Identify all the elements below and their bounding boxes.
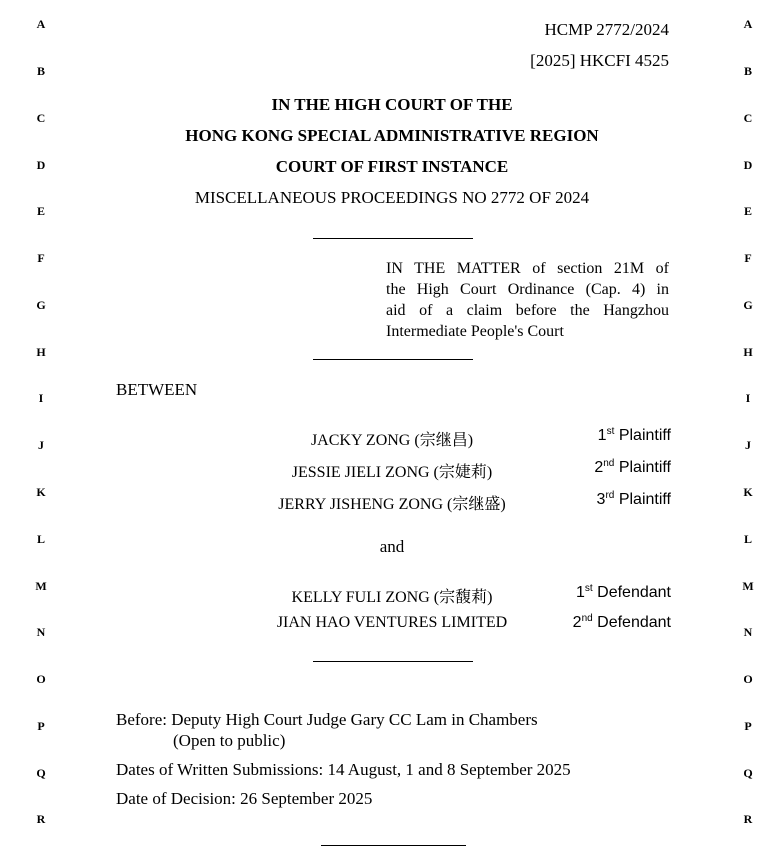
and-label: and <box>379 537 405 556</box>
margin-letter: M <box>742 579 754 593</box>
margin-letter: R <box>36 812 46 826</box>
divider-rule <box>313 661 473 662</box>
margin-letter: G <box>743 298 753 312</box>
neutral-citation: [2025] HKCFI 4525 <box>530 51 669 70</box>
plaintiff-1-name: JACKY ZONG (宗继昌) <box>310 432 474 449</box>
margin-letter: D <box>743 158 753 172</box>
court-header-line1: IN THE HIGH COURT OF THE <box>271 95 513 114</box>
margin-letter: N <box>36 625 46 639</box>
submission-dates: Dates of Written Submissions: 14 August, 1 and 8 September 2025 <box>116 760 571 779</box>
matter-line: IN THE MATTER of section 21M of <box>386 260 669 277</box>
margin-letter: A <box>743 17 753 31</box>
margin-letter: I <box>745 391 751 405</box>
margin-letter: Q <box>36 766 46 780</box>
margin-letter: C <box>36 111 46 125</box>
margin-letter: P <box>37 719 45 733</box>
margin-letter: I <box>38 391 44 405</box>
matter-heading <box>386 258 669 342</box>
margin-letter: K <box>743 485 753 499</box>
margin-letter: Q <box>743 766 753 780</box>
margin-letter: H <box>36 345 46 359</box>
before-judge: Before: Deputy High Court Judge Gary CC Lam in Chambers <box>116 710 538 729</box>
margin-letter: A <box>36 17 46 31</box>
margin-letter: J <box>38 438 44 452</box>
margin-letter: F <box>37 251 45 265</box>
divider-rule <box>313 359 473 360</box>
margin-letter: K <box>36 485 46 499</box>
margin-letter: L <box>743 532 752 546</box>
matter-line: Intermediate People's Court <box>386 323 564 340</box>
between-label: BETWEEN <box>116 380 198 399</box>
margin-letter: B <box>743 64 752 78</box>
decision-date: Date of Decision: 26 September 2025 <box>116 789 373 808</box>
margin-letter: N <box>743 625 753 639</box>
defendant-1-role: 1st Defendant <box>576 583 671 601</box>
defendant-1-name: KELLY FULI ZONG (宗馥莉) <box>291 589 493 606</box>
margin-letter: J <box>745 438 751 452</box>
margin-letter: E <box>36 204 45 218</box>
margin-letter: E <box>743 204 752 218</box>
plaintiff-3-role: 3rd Plaintiff <box>596 490 671 508</box>
margin-letter: M <box>35 579 47 593</box>
margin-letter: B <box>36 64 45 78</box>
divider-rule <box>313 238 473 239</box>
open-to-public: (Open to public) <box>173 731 286 750</box>
margin-letter: O <box>743 672 753 686</box>
defendant-2-name: JIAN HAO VENTURES LIMITED <box>276 614 508 631</box>
proceedings-number: MISCELLANEOUS PROCEEDINGS NO 2772 OF 2024 <box>194 188 590 207</box>
court-header-line3: COURT OF FIRST INSTANCE <box>275 157 509 176</box>
plaintiff-1-role: 1st Plaintiff <box>597 426 671 444</box>
margin-letter: D <box>36 158 46 172</box>
margin-letter: H <box>743 345 753 359</box>
court-header-line2: HONG KONG SPECIAL ADMINISTRATIVE REGION <box>185 126 599 145</box>
matter-line: aid of a claim before the Hangzhou <box>386 302 669 319</box>
plaintiff-2-role: 2nd Plaintiff <box>594 458 671 476</box>
margin-letter: R <box>743 812 753 826</box>
plaintiff-3-name: JERRY JISHENG ZONG (宗继盛) <box>278 496 506 513</box>
defendant-2-role: 2nd Defendant <box>572 613 671 631</box>
margin-letter: F <box>744 251 752 265</box>
divider-rule <box>321 845 466 846</box>
margin-letter: P <box>744 719 752 733</box>
margin-letter: O <box>36 672 46 686</box>
margin-letter: L <box>36 532 45 546</box>
matter-line: the High Court Ordinance (Cap. 4) in <box>386 281 669 298</box>
plaintiff-2-name: JESSIE JIELI ZONG (宗婕莉) <box>291 464 493 481</box>
action-number: HCMP 2772/2024 <box>544 20 669 39</box>
margin-letter: G <box>36 298 46 312</box>
margin-letter: C <box>743 111 753 125</box>
